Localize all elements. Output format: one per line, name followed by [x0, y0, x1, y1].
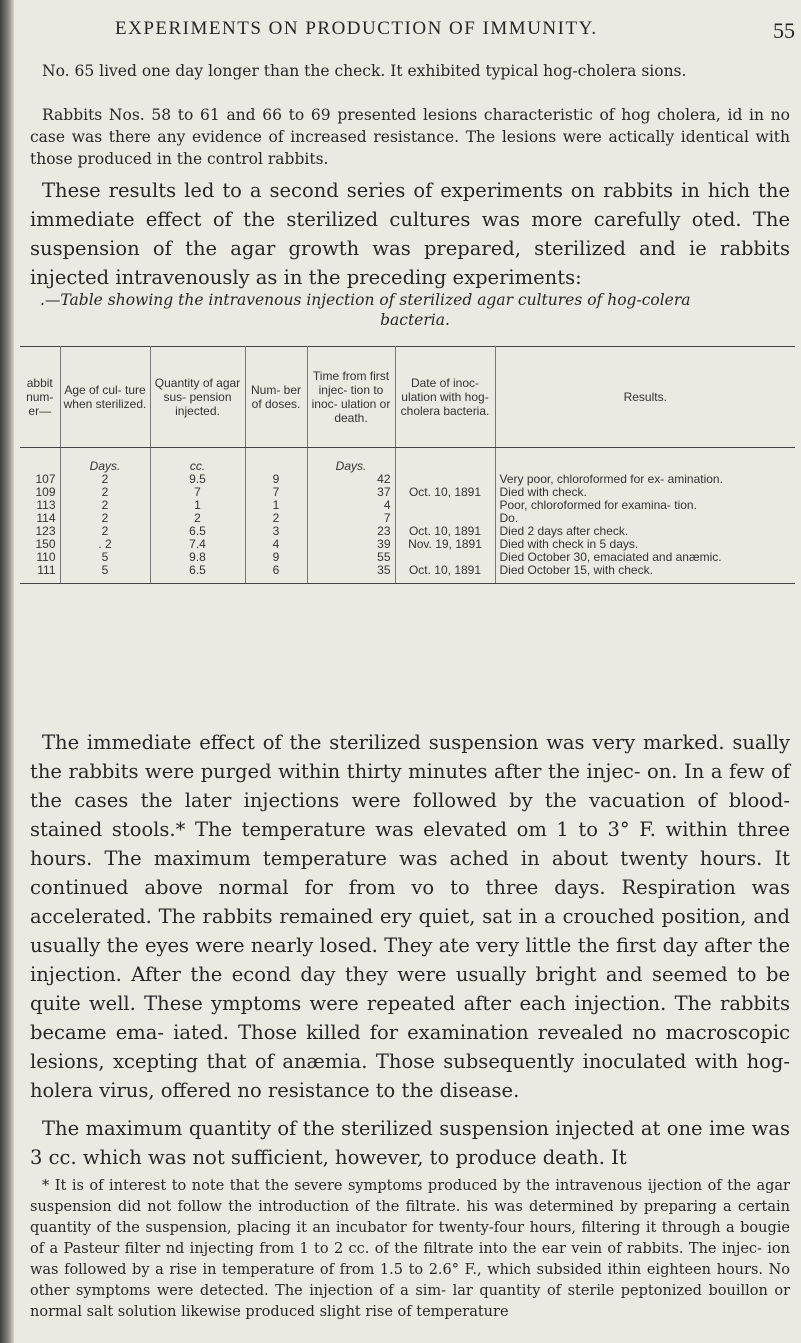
page-number: 55 [773, 18, 795, 43]
table-cell [245, 448, 307, 474]
table-cell: Days. [60, 448, 150, 474]
table-cell: 2 [60, 486, 150, 499]
table-cell: 113 [20, 499, 60, 512]
table-cell: 9 [245, 473, 307, 486]
table-cell: Died October 15, with check. [495, 564, 795, 584]
table-cell: 2 [60, 499, 150, 512]
table-cell [395, 499, 495, 512]
header-culture-age: Age of cul- ture when sterilized. [60, 347, 150, 448]
table-cell [20, 448, 60, 474]
table-cell [495, 448, 795, 474]
table-cell: 2 [245, 512, 307, 525]
table-cell: Oct. 10, 1891 [395, 564, 495, 584]
table-cell: Died with check in 5 days. [499, 537, 639, 551]
table-cell: Days. [307, 448, 395, 474]
header-date: Date of inoc- ulation with hog-cholera bacteria. [395, 347, 495, 448]
table-cell: 2 [60, 473, 150, 486]
table-cell: 2 [60, 525, 150, 538]
caption-line-1: .—Table showing the intravenous injection of sterilized agar cultures of hog-colera [40, 291, 691, 309]
table-cell: 9.5 [150, 473, 245, 486]
table-row [20, 551, 795, 564]
footnote: * It is of interest to note that the severe symptoms produced by the intravenous ijection of the agar suspension did not follow the introduction of the filtrate. his was determined by preparing a certain quantity of the suspension, placing it an incubator for twenty-four hours, filtering it through a bougie of a Pasteur filter nd injecting from 1 to 2 cc. of the filtrate into the ear vein of rabbits. The injec- ion was followed by a rise in temperature of from 1.5 to 2.6° F., which subsided ithin eighteen hours. No other symptoms were detected. The injection of a sim- lar quantity of sterile peptonized bouillon or normal salt solution likewise produced slight rise of temperature [30, 1178, 790, 1320]
paragraph-1: No. 65 lived one day longer than the check. It exhibited typical hog-cholera sions. [42, 62, 687, 80]
table-row [20, 564, 795, 584]
table-cell: 2 [150, 512, 245, 525]
table-cell: 7.4 [150, 538, 245, 551]
header-results: Results. [495, 347, 795, 448]
table-header-row [20, 347, 795, 448]
table-cell: 150 [20, 538, 60, 551]
table-cell: 55 [307, 551, 395, 564]
table-cell: Nov. 19, 1891 [395, 538, 495, 551]
table-cell: 23 [307, 525, 395, 538]
table-cell: Very poor, chloroformed for ex- amination. [499, 472, 723, 486]
header-quantity: Quantity of agar sus- pension injected. [150, 347, 245, 448]
table-cell: 110 [20, 551, 60, 564]
paragraph-3: These results led to a second series of experiments on rabbits in hich the immediate effect of the sterilized cultures was more carefully oted. The suspension of the agar growth was prepared, sterilized and ie rabbits injected intravenously as in the preceding experiments: [30, 179, 790, 289]
table-cell: Oct. 10, 1891 [395, 486, 495, 499]
table-cell: 9.8 [150, 551, 245, 564]
header-time: Time from first injec- tion to inoc- ulation or death. [307, 347, 395, 448]
table-cell: Died 2 days after check. [499, 524, 629, 538]
page [20, 0, 795, 1343]
table-cell: 4 [307, 499, 395, 512]
table-cell: cc. [150, 448, 245, 474]
running-title: EXPERIMENTS ON PRODUCTION OF IMMUNITY. [115, 18, 598, 39]
table-cell: 6.5 [150, 525, 245, 538]
table-cell: 123 [20, 525, 60, 538]
table-row [20, 512, 795, 525]
table-cell: Died October 30, emaciated and anæmic. [499, 550, 722, 564]
table-cell: 6 [245, 564, 307, 584]
header-doses: Num- ber of doses. [245, 347, 307, 448]
table-cell: 114 [20, 512, 60, 525]
header-rabbit-number: abbit num- er— [20, 347, 60, 448]
table-row [20, 499, 795, 512]
table-cell: 107 [20, 473, 60, 486]
paragraph-5: The maximum quantity of the sterilized suspension injected at one ime was 3 cc. which was not sufficient, however, to produce death. It [30, 1117, 790, 1169]
table-cell: 6.5 [150, 564, 245, 584]
table-cell: 7 [245, 486, 307, 499]
table-cell: 1 [245, 499, 307, 512]
table-cell: Oct. 10, 1891 [395, 525, 495, 538]
table-cell: . 2 [60, 538, 150, 551]
table-cell: Died with check. [499, 485, 587, 499]
data-table [20, 346, 795, 584]
table-cell: 2 [60, 512, 150, 525]
table-cell: 5 [60, 551, 150, 564]
paragraph-2: Rabbits Nos. 58 to 61 and 66 to 69 presented lesions characteristic of hog cholera, id in no case was there any evidence of increased resistance. The lesions were actically identical with those produced in the control rabbits. [30, 106, 790, 168]
table-cell: 111 [20, 564, 60, 584]
table-cell: 9 [245, 551, 307, 564]
table-row [20, 473, 795, 486]
table-cell: 5 [60, 564, 150, 584]
table-cell: 7 [307, 512, 395, 525]
table-cell: 3 [245, 525, 307, 538]
table-cell: 7 [150, 486, 245, 499]
table-units-row [20, 448, 795, 474]
table-cell: 39 [307, 538, 395, 551]
table-cell: Do. [499, 511, 519, 525]
table-cell: Poor, chloroformed for examina- tion. [499, 498, 697, 512]
table-cell: 42 [307, 473, 395, 486]
caption-line-2: bacteria. [380, 311, 450, 329]
paragraph-4: The immediate effect of the sterilized suspension was very marked. sually the rabbits were purged within thirty minutes after the injec- on. In a few of the cases the later injections were followed by the vacuation of blood-stained stools.* The temperature was elevated om 1 to 3° F. within three hours. The maximum temperature was ached in about twenty hours. It continued above normal for from vo to three days. Respiration was accelerated. The rabbits remained ery quiet, sat in a crouched position, and usually the eyes were nearly losed. They ate very little the first day after the injection. After the econd day they were usually bright and seemed to be quite well. These ymptoms were repeated after each injection. The rabbits became ema- iated. Those killed for examination revealed no macroscopic lesions, xcepting that of anæmia. Those subsequently inoculated with hog- holera virus, offered no resistance to the disease. [30, 731, 790, 1102]
table-cell: 109 [20, 486, 60, 499]
table-cell: 37 [307, 486, 395, 499]
table-cell: 35 [307, 564, 395, 584]
table-cell [395, 448, 495, 474]
table-caption [40, 290, 790, 330]
table-cell: 4 [245, 538, 307, 551]
book-spine-shadow [0, 0, 14, 1343]
table-cell: 1 [150, 499, 245, 512]
